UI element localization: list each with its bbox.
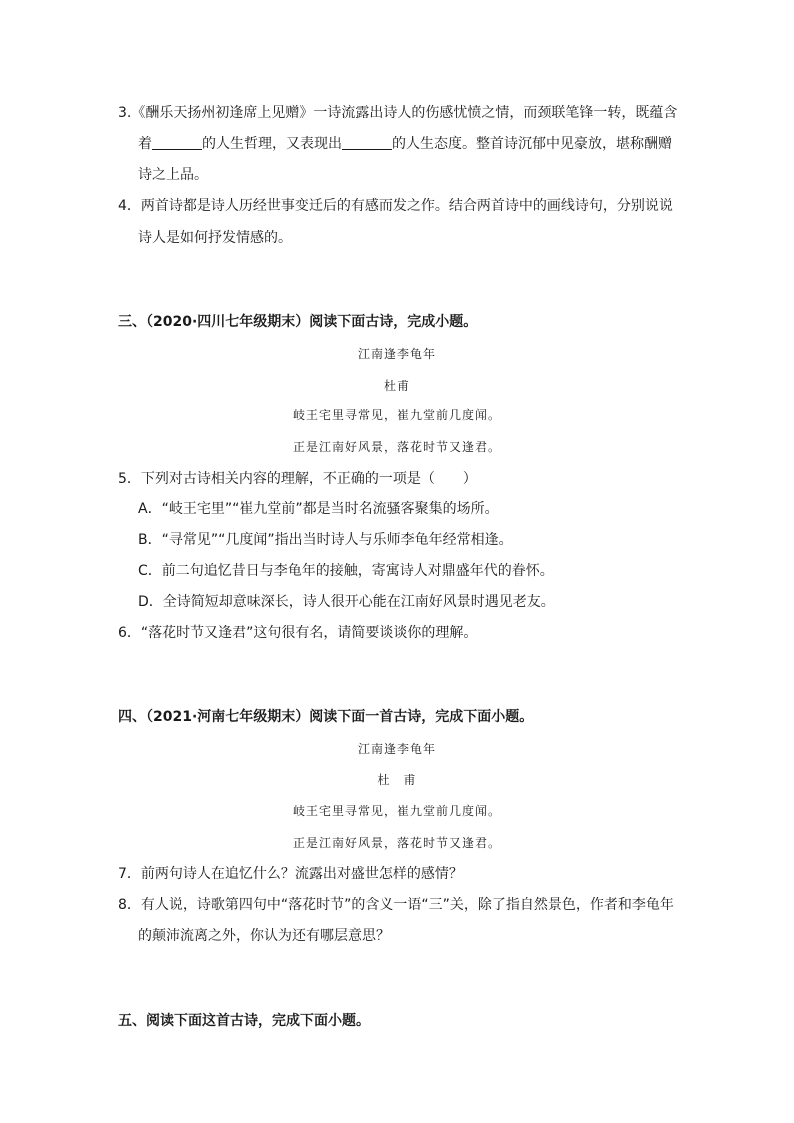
poem-title: 江南逢李龟年: [357, 742, 436, 756]
answer-blank: [342, 135, 392, 150]
poem-line: 正是江南好风景，落花时节又逢君。: [292, 440, 501, 454]
poem-title: 江南逢李龟年: [357, 347, 436, 361]
q3-line2: [138, 135, 672, 153]
poem-author: 杜 甫: [377, 773, 417, 787]
q8-line2: 的颠沛流离之外，你认为还有哪层意思？: [138, 928, 390, 944]
q5-stem: 5．下列对古诗相关内容的理解，不正确的一项是（ ）: [118, 471, 477, 487]
q4-line2: 诗人是如何抒发情感的。: [138, 230, 292, 246]
q8-line1: 8．有人说，诗歌第四句中“落花时节”的含义一语“三”关，除了指自然景色，作者和李龟年: [118, 897, 674, 913]
q5-option-a: A．“岐王宅里”“崔九堂前”都是当时名流骚客聚集的场所。: [138, 501, 499, 517]
section-3-heading: 三、（2020·四川七年级期末）阅读下面古诗，完成小题。: [118, 314, 478, 330]
q7-stem: 7．前两句诗人在追忆什么？流露出对盛世怎样的感情？: [118, 866, 463, 882]
q3-line2-part-b: 的人生哲理，又表现出: [202, 136, 342, 152]
poem-line: 岐王宅里寻常见，崔九堂前几度闻。: [292, 804, 501, 818]
q5-option-d: D．全诗简短却意味深长，诗人很开心能在江南好风景时遇见老友。: [138, 594, 555, 610]
q5-option-c: C．前二句追忆昔日与李龟年的接触，寄寓诗人对鼎盛年代的眷怀。: [138, 563, 554, 579]
q4-line1: 4．两首诗都是诗人历经世事变迁后的有感而发之作。结合两首诗中的画线诗句，分别说说: [118, 198, 673, 214]
q3-line2-part-c: 的人生态度。整首诗沉郁中见豪放，堪称酬赠: [392, 136, 672, 152]
poem-author: 杜甫: [383, 379, 410, 393]
q6-stem: 6．“落花时节又逢君”这句很有名，请简要谈谈你的理解。: [118, 625, 478, 641]
poem-line: 岐王宅里寻常见，崔九堂前几度闻。: [292, 408, 501, 422]
answer-blank: [152, 135, 202, 150]
q3-line3: 诗之上品。: [138, 167, 208, 183]
poem-line: 正是江南好风景，落花时节又逢君。: [292, 836, 501, 850]
q5-option-b: B．“寻常见”“几度闻”指出当时诗人与乐师李龟年经常相逢。: [138, 532, 513, 548]
section-5-heading: 五、阅读下面这首古诗，完成下面小题。: [118, 1013, 370, 1029]
q3-line1: 3.《酬乐天扬州初逢席上见赠》一诗流露出诗人的伤感忧愤之情，而颈联笔锋一转，既蕴含: [118, 105, 678, 121]
q3-line2-part-a: 着: [138, 136, 152, 152]
section-4-heading: 四、（2021·河南七年级期末）阅读下面一首古诗，完成下面小题。: [118, 709, 534, 725]
